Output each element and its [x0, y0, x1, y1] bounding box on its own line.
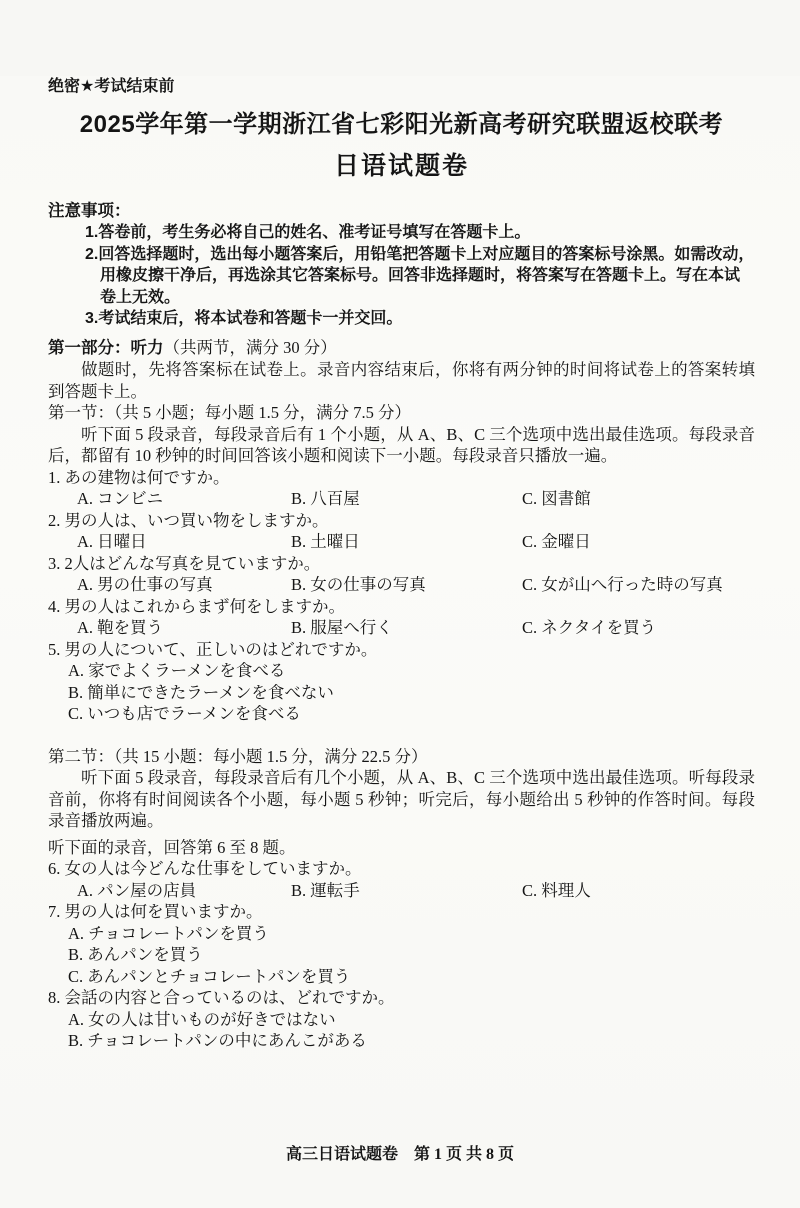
section2-subheading: 听下面的录音，回答第 6 至 8 题。 — [48, 837, 296, 857]
page-footer — [0, 1144, 800, 1166]
question-2-options — [48, 531, 755, 553]
question-3-option-a: A. 男の仕事の写真 — [77, 575, 213, 594]
secrecy-label: 绝密★考试结束前 — [48, 78, 175, 95]
part1-heading-score: （共两节，满分 30 分） — [163, 337, 337, 357]
part1-intro: 做题时，先将答案标在试卷上。录音内容结束后，你将有两分钟的时间将试卷上的答案转填到答题卡上。 — [48, 360, 755, 401]
question-5-options — [48, 660, 755, 725]
question-7-option-c: C. あんパンとチョコレートパンを買う — [68, 966, 351, 986]
section2-intro: 听下面 5 段录音，每段录音后有几个小题，从 A、B、C 三个选项中选出最佳选项。听每段录音前，你将有时间阅读各个小题，每小题 5 秒钟；听完后，每小题给出 5 秒钟的作答时间。每段录音播放两遍。 — [48, 768, 755, 830]
question-5-option-a: A. 家でよくラーメンを食べる — [68, 661, 286, 680]
question-3-option-b: B. 女の仕事の写真 — [291, 575, 426, 594]
question-6 — [48, 858, 755, 901]
question-1-option-b: B. 八百屋 — [291, 489, 360, 508]
question-1-stem: 1. あの建物は何ですか。 — [48, 467, 230, 487]
question-1 — [48, 467, 755, 510]
notice-heading: 注意事项： — [48, 202, 131, 220]
question-4 — [48, 596, 755, 639]
question-6-option-b: B. 運転手 — [291, 880, 360, 900]
question-4-option-a: A. 鞄を買う — [77, 618, 164, 637]
question-7-options — [48, 923, 755, 988]
question-8-stem: 8. 会話の内容と合っているのは、どれですか。 — [48, 988, 395, 1007]
exam-title: 2025学年第一学期浙江省七彩阳光新高考研究联盟返校联考 — [79, 111, 724, 138]
question-8-options — [48, 1009, 755, 1052]
question-8-option-a: A. 女の人は甘いものが好きではない — [68, 1009, 336, 1029]
question-7-stem: 7. 男の人は何を買いますか。 — [48, 902, 263, 921]
section1-intro: 听下面 5 段录音，每段录音后有 1 个小题，从 A、B、C 三个选项中选出最佳选项。每段录音后，都留有 10 秒钟的时间回答该小题和阅读下一小题。每段录音只播放一遍。 — [48, 424, 755, 465]
section1-heading: 第一节：（共 5 小题；每小题 1.5 分，满分 7.5 分） — [48, 403, 411, 422]
question-1-option-a: A. コンビニ — [77, 489, 164, 508]
question-7 — [48, 901, 755, 987]
question-7-option-a: A. チョコレートパンを買う — [68, 923, 269, 943]
footer-page-number: 第 1 页 共 8 页 — [414, 1146, 515, 1163]
question-2 — [48, 510, 755, 553]
question-5-option-b: B. 簡単にできたラーメンを食べない — [68, 682, 334, 702]
question-4-option-b: B. 服屋へ行く — [291, 618, 393, 637]
notice-item-1: 1.答卷前，考生务必将自己的姓名、准考证号填写在答题卡上。 — [85, 224, 531, 241]
question-8 — [48, 987, 755, 1052]
question-2-stem: 2. 男の人は、いつ買い物をしますか。 — [48, 510, 329, 530]
question-2-option-b: B. 土曜日 — [291, 532, 360, 551]
part1-heading-title: 第一部分：听力 — [48, 338, 164, 357]
question-8-option-b: B. チョコレートパンの中にあんこがある — [68, 1031, 367, 1050]
exam-paper-page — [0, 76, 800, 1208]
question-6-stem: 6. 女の人は今どんな仕事をしていますか。 — [48, 859, 362, 878]
footer-paper-name: 高三日语试题卷 — [285, 1146, 398, 1163]
question-3-option-c: C. 女が山へ行った時の写真 — [522, 575, 723, 594]
notice-section — [48, 200, 755, 330]
section-spacer — [48, 725, 755, 746]
section2-heading: 第二节：（共 15 小题：每小题 1.5 分，满分 22.5 分） — [48, 746, 428, 766]
question-1-option-c: C. 図書館 — [522, 489, 591, 508]
question-6-option-a: A. パン屋の店員 — [77, 880, 197, 900]
question-5 — [48, 639, 755, 725]
question-6-option-c: C. 料理人 — [522, 880, 591, 900]
question-3-stem: 3. 2人はどんな写真を見ていますか。 — [48, 553, 321, 573]
question-2-option-a: A. 日曜日 — [77, 532, 147, 551]
question-1-options — [48, 488, 755, 510]
question-3-options — [48, 574, 755, 596]
question-2-option-c: C. 金曜日 — [522, 532, 591, 551]
question-5-stem: 5. 男の人について、正しいのはどれですか。 — [48, 639, 378, 659]
question-5-option-c: C. いつも店でラーメンを食べる — [68, 704, 301, 723]
question-4-stem: 4. 男の人はこれからまず何をしますか。 — [48, 596, 345, 616]
notice-item-2: 2.回答选择题时，选出每小题答案后，用铅笔把答题卡上对应题目的答案标号涂黑。如需改动，用橡皮擦干净后，再选涂其它答案标号。回答非选择题时，将答案写在答题卡上。写在本试卷上无效。 — [85, 245, 755, 306]
question-6-options — [48, 880, 755, 902]
part1-heading — [48, 337, 755, 360]
notice-item-3: 3.考试结束后，将本试卷和答题卡一并交回。 — [85, 310, 403, 327]
question-7-option-b: B. あんパンを買う — [68, 945, 203, 964]
question-4-option-c: C. ネクタイを買う — [522, 618, 657, 637]
paper-subject-title: 日语试题卷 — [333, 152, 469, 180]
question-3 — [48, 553, 755, 596]
question-4-options — [48, 617, 755, 639]
